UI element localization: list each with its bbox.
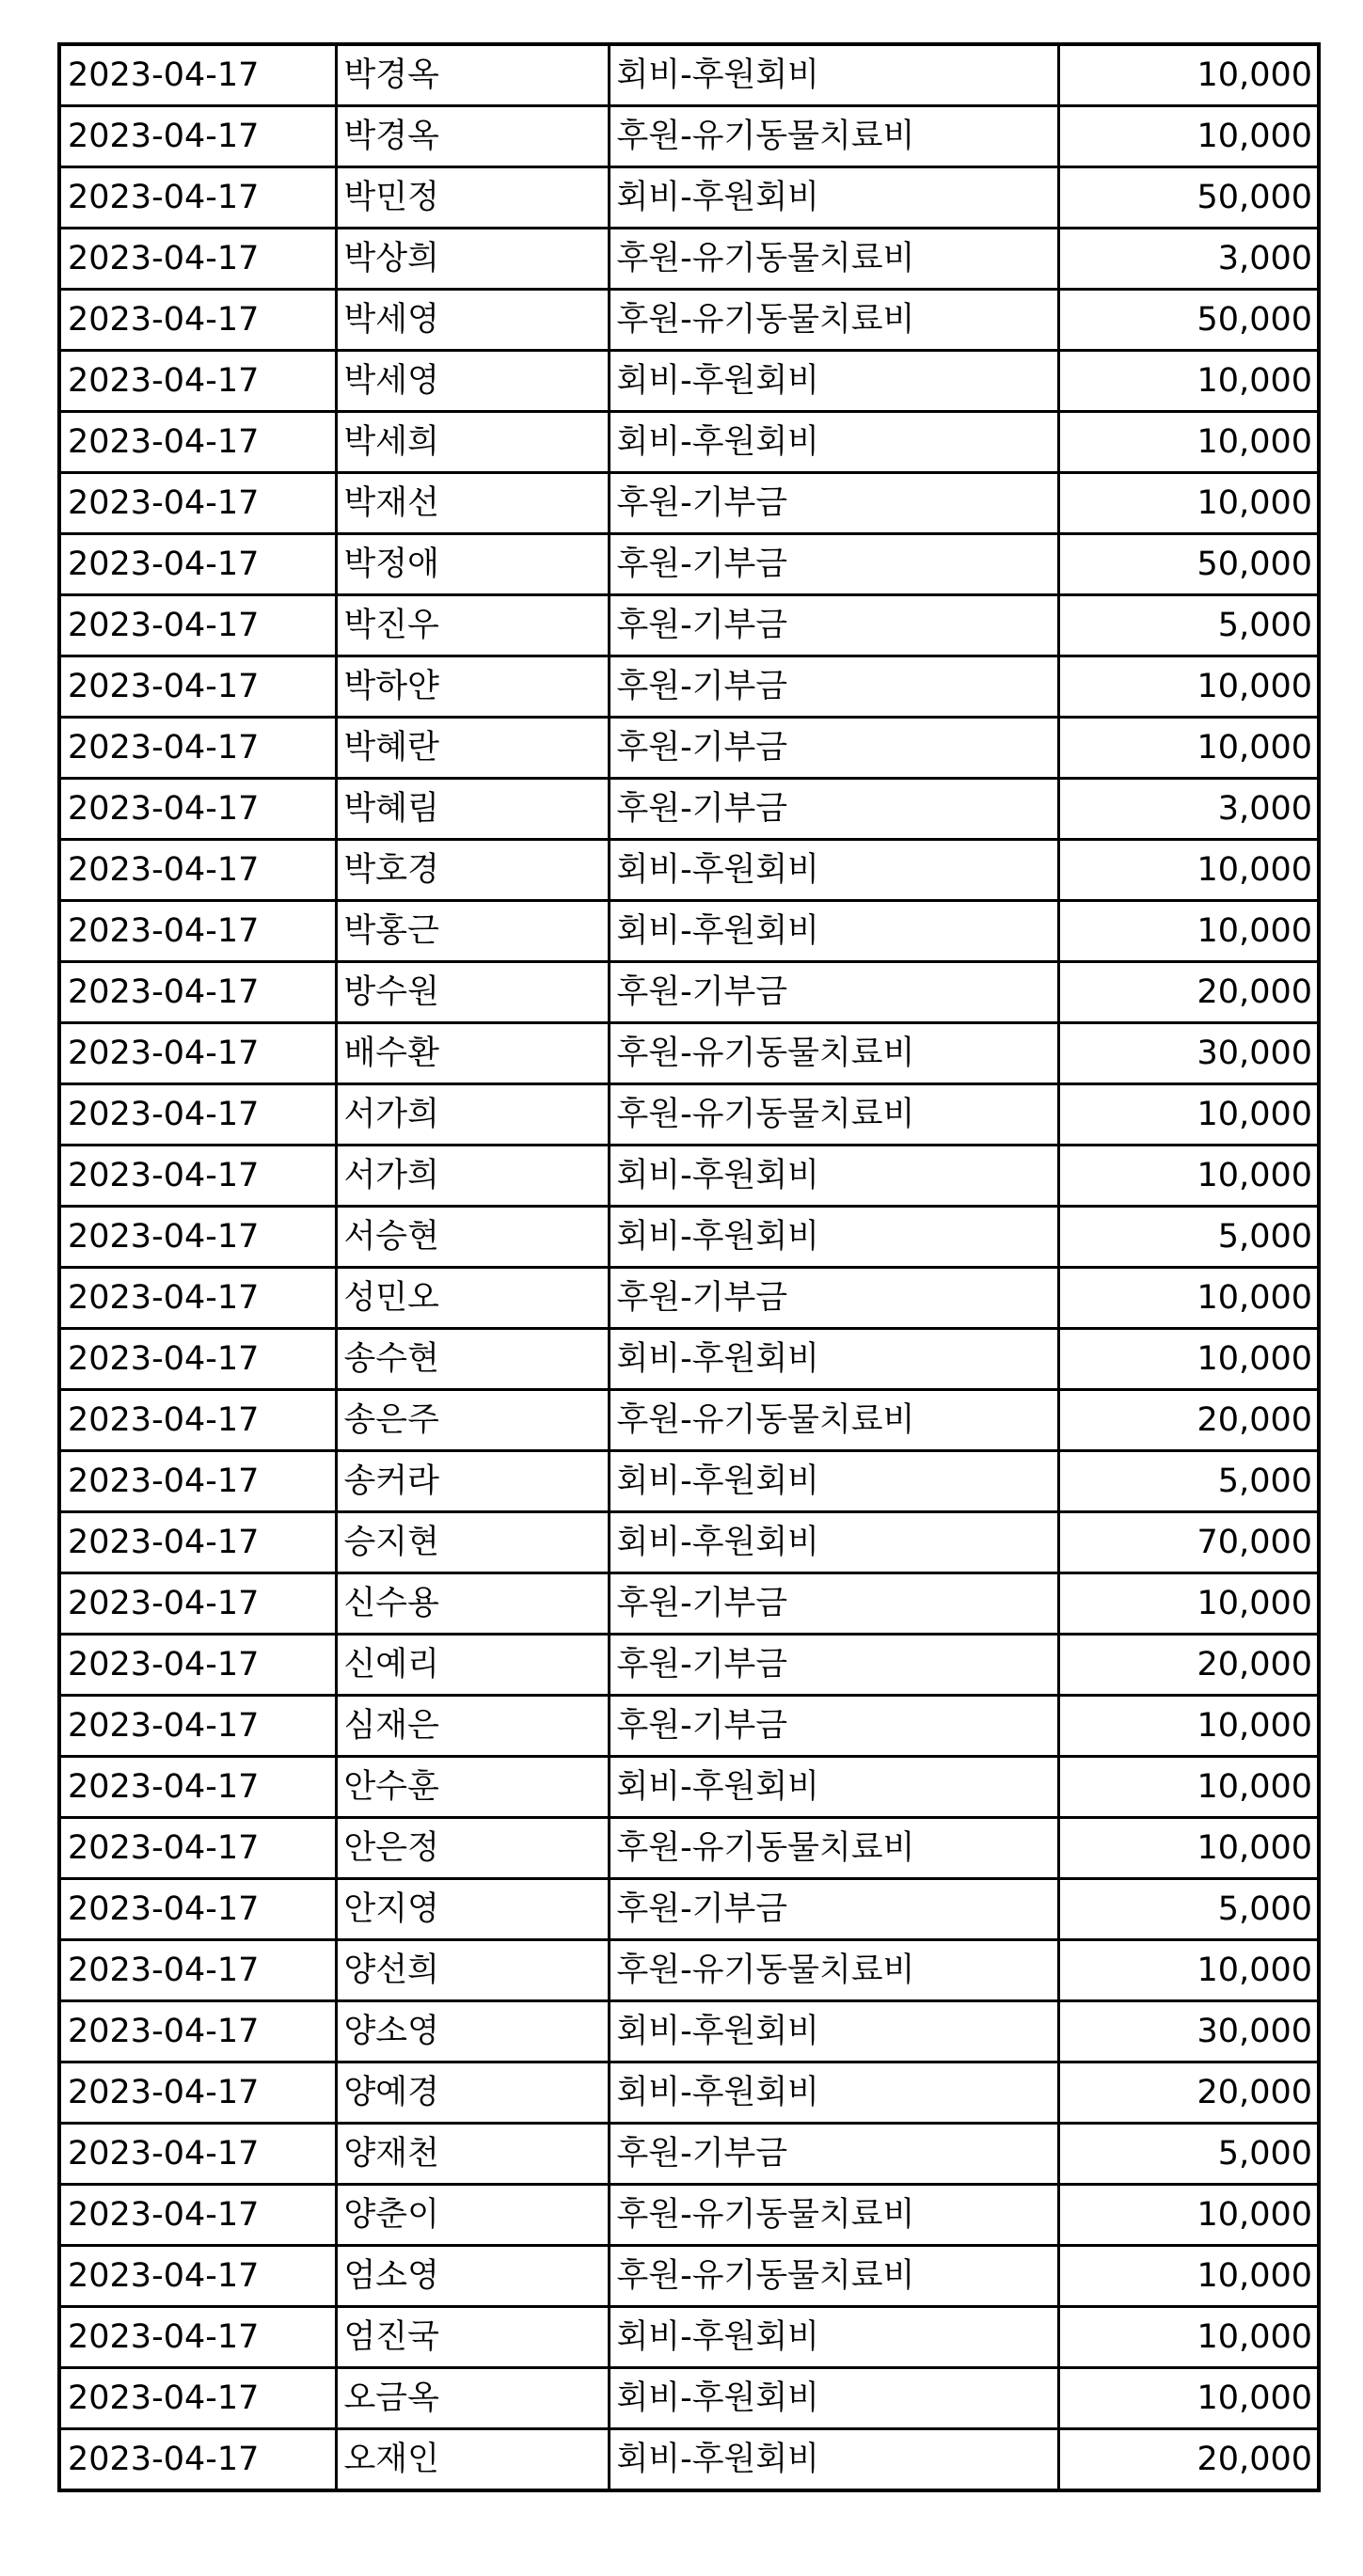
type-cell: 후원-기부금 <box>609 1879 1058 1940</box>
table-row <box>59 534 1319 595</box>
date-cell: 2023-04-17 <box>59 1268 336 1329</box>
amount-cell: 10,000 <box>1058 656 1319 718</box>
amount-cell: 10,000 <box>1058 44 1319 106</box>
table-row <box>59 229 1319 290</box>
type-cell: 후원-유기동물치료비 <box>609 1940 1058 2001</box>
amount-cell: 3,000 <box>1058 229 1319 290</box>
name-cell: 신예리 <box>336 1635 609 1696</box>
date-cell: 2023-04-17 <box>59 2307 336 2368</box>
name-cell: 신수용 <box>336 1573 609 1635</box>
name-cell: 박혜림 <box>336 779 609 840</box>
table-row <box>59 1879 1319 1940</box>
name-cell: 엄소영 <box>336 2246 609 2307</box>
amount-cell: 20,000 <box>1058 2062 1319 2124</box>
date-cell: 2023-04-17 <box>59 2368 336 2429</box>
type-cell: 후원-기부금 <box>609 779 1058 840</box>
name-cell: 박혜란 <box>336 718 609 779</box>
table-row <box>59 351 1319 412</box>
name-cell: 송수현 <box>336 1329 609 1390</box>
table-row <box>59 1940 1319 2001</box>
date-cell: 2023-04-17 <box>59 656 336 718</box>
amount-cell: 10,000 <box>1058 106 1319 167</box>
table-row <box>59 2246 1319 2307</box>
type-cell: 후원-유기동물치료비 <box>609 229 1058 290</box>
type-cell: 후원-기부금 <box>609 1635 1058 1696</box>
date-cell: 2023-04-17 <box>59 534 336 595</box>
table-row <box>59 106 1319 167</box>
type-cell: 회비-후원회비 <box>609 1512 1058 1573</box>
type-cell: 회비-후원회비 <box>609 2001 1058 2062</box>
type-cell: 회비-후원회비 <box>609 1207 1058 1268</box>
amount-cell: 10,000 <box>1058 1940 1319 2001</box>
type-cell: 후원-유기동물치료비 <box>609 1023 1058 1084</box>
table-row <box>59 656 1319 718</box>
type-cell: 회비-후원회비 <box>609 1329 1058 1390</box>
name-cell: 박진우 <box>336 595 609 656</box>
name-cell: 박상희 <box>336 229 609 290</box>
name-cell: 박세영 <box>336 351 609 412</box>
table-row <box>59 1207 1319 1268</box>
name-cell: 안수훈 <box>336 1757 609 1818</box>
table-row <box>59 167 1319 229</box>
amount-cell: 10,000 <box>1058 1268 1319 1329</box>
table-row <box>59 840 1319 901</box>
table-row <box>59 2185 1319 2246</box>
date-cell: 2023-04-17 <box>59 167 336 229</box>
table-row <box>59 1696 1319 1757</box>
type-cell: 회비-후원회비 <box>609 2062 1058 2124</box>
amount-cell: 20,000 <box>1058 962 1319 1023</box>
table-row <box>59 1084 1319 1146</box>
amount-cell: 20,000 <box>1058 1635 1319 1696</box>
date-cell: 2023-04-17 <box>59 779 336 840</box>
name-cell: 안지영 <box>336 1879 609 1940</box>
type-cell: 후원-기부금 <box>609 718 1058 779</box>
type-cell: 후원-기부금 <box>609 534 1058 595</box>
date-cell: 2023-04-17 <box>59 1207 336 1268</box>
amount-cell: 10,000 <box>1058 1696 1319 1757</box>
date-cell: 2023-04-17 <box>59 2185 336 2246</box>
date-cell: 2023-04-17 <box>59 1023 336 1084</box>
name-cell: 안은정 <box>336 1818 609 1879</box>
table-row <box>59 779 1319 840</box>
table-row <box>59 962 1319 1023</box>
table-row <box>59 1268 1319 1329</box>
date-cell: 2023-04-17 <box>59 1146 336 1207</box>
amount-cell: 5,000 <box>1058 2124 1319 2185</box>
type-cell: 회비-후원회비 <box>609 2429 1058 2491</box>
name-cell: 서가희 <box>336 1146 609 1207</box>
table-row <box>59 718 1319 779</box>
table-row <box>59 2429 1319 2491</box>
amount-cell: 10,000 <box>1058 1818 1319 1879</box>
amount-cell: 10,000 <box>1058 840 1319 901</box>
table-row <box>59 1023 1319 1084</box>
table-row <box>59 1390 1319 1451</box>
type-cell: 회비-후원회비 <box>609 167 1058 229</box>
name-cell: 박민정 <box>336 167 609 229</box>
date-cell: 2023-04-17 <box>59 229 336 290</box>
table-row <box>59 1818 1319 1879</box>
amount-cell: 10,000 <box>1058 412 1319 473</box>
name-cell: 서승현 <box>336 1207 609 1268</box>
amount-cell: 5,000 <box>1058 1207 1319 1268</box>
amount-cell: 10,000 <box>1058 1146 1319 1207</box>
date-cell: 2023-04-17 <box>59 1757 336 1818</box>
type-cell: 회비-후원회비 <box>609 901 1058 962</box>
ledger-body <box>59 44 1319 2490</box>
date-cell: 2023-04-17 <box>59 718 336 779</box>
type-cell: 후원-유기동물치료비 <box>609 2246 1058 2307</box>
name-cell: 박세영 <box>336 290 609 351</box>
type-cell: 회비-후원회비 <box>609 1451 1058 1512</box>
name-cell: 박정애 <box>336 534 609 595</box>
type-cell: 후원-기부금 <box>609 962 1058 1023</box>
type-cell: 후원-기부금 <box>609 473 1058 534</box>
date-cell: 2023-04-17 <box>59 1879 336 1940</box>
type-cell: 후원-기부금 <box>609 1268 1058 1329</box>
date-cell: 2023-04-17 <box>59 1635 336 1696</box>
table-row <box>59 1329 1319 1390</box>
name-cell: 박경옥 <box>336 44 609 106</box>
amount-cell: 10,000 <box>1058 2246 1319 2307</box>
table-row <box>59 2124 1319 2185</box>
name-cell: 박재선 <box>336 473 609 534</box>
type-cell: 회비-후원회비 <box>609 840 1058 901</box>
table-row <box>59 44 1319 106</box>
name-cell: 박세희 <box>336 412 609 473</box>
table-row <box>59 1635 1319 1696</box>
amount-cell: 5,000 <box>1058 1451 1319 1512</box>
name-cell: 박호경 <box>336 840 609 901</box>
table-row <box>59 595 1319 656</box>
table-row <box>59 473 1319 534</box>
date-cell: 2023-04-17 <box>59 2429 336 2491</box>
date-cell: 2023-04-17 <box>59 1940 336 2001</box>
name-cell: 오금옥 <box>336 2368 609 2429</box>
type-cell: 후원-유기동물치료비 <box>609 1084 1058 1146</box>
name-cell: 송은주 <box>336 1390 609 1451</box>
name-cell: 방수원 <box>336 962 609 1023</box>
name-cell: 양예경 <box>336 2062 609 2124</box>
table-row <box>59 2307 1319 2368</box>
date-cell: 2023-04-17 <box>59 2124 336 2185</box>
amount-cell: 10,000 <box>1058 2185 1319 2246</box>
table-row <box>59 1512 1319 1573</box>
table-row <box>59 2062 1319 2124</box>
amount-cell: 10,000 <box>1058 473 1319 534</box>
date-cell: 2023-04-17 <box>59 962 336 1023</box>
type-cell: 후원-유기동물치료비 <box>609 1818 1058 1879</box>
date-cell: 2023-04-17 <box>59 106 336 167</box>
date-cell: 2023-04-17 <box>59 2062 336 2124</box>
type-cell: 후원-기부금 <box>609 656 1058 718</box>
date-cell: 2023-04-17 <box>59 1084 336 1146</box>
amount-cell: 20,000 <box>1058 1390 1319 1451</box>
amount-cell: 3,000 <box>1058 779 1319 840</box>
date-cell: 2023-04-17 <box>59 412 336 473</box>
name-cell: 승지현 <box>336 1512 609 1573</box>
amount-cell: 30,000 <box>1058 1023 1319 1084</box>
type-cell: 후원-유기동물치료비 <box>609 1390 1058 1451</box>
date-cell: 2023-04-17 <box>59 840 336 901</box>
type-cell: 회비-후원회비 <box>609 1146 1058 1207</box>
date-cell: 2023-04-17 <box>59 351 336 412</box>
date-cell: 2023-04-17 <box>59 901 336 962</box>
date-cell: 2023-04-17 <box>59 1451 336 1512</box>
name-cell: 배수환 <box>336 1023 609 1084</box>
type-cell: 후원-유기동물치료비 <box>609 290 1058 351</box>
date-cell: 2023-04-17 <box>59 1696 336 1757</box>
date-cell: 2023-04-17 <box>59 1818 336 1879</box>
amount-cell: 10,000 <box>1058 1084 1319 1146</box>
type-cell: 후원-기부금 <box>609 1573 1058 1635</box>
date-cell: 2023-04-17 <box>59 595 336 656</box>
amount-cell: 20,000 <box>1058 2429 1319 2491</box>
name-cell: 양소영 <box>336 2001 609 2062</box>
amount-cell: 5,000 <box>1058 1879 1319 1940</box>
amount-cell: 5,000 <box>1058 595 1319 656</box>
name-cell: 박경옥 <box>336 106 609 167</box>
name-cell: 오재인 <box>336 2429 609 2491</box>
donation-ledger-table <box>57 42 1321 2492</box>
amount-cell: 10,000 <box>1058 1757 1319 1818</box>
date-cell: 2023-04-17 <box>59 473 336 534</box>
date-cell: 2023-04-17 <box>59 290 336 351</box>
amount-cell: 10,000 <box>1058 351 1319 412</box>
amount-cell: 70,000 <box>1058 1512 1319 1573</box>
name-cell: 양선희 <box>336 1940 609 2001</box>
amount-cell: 10,000 <box>1058 2307 1319 2368</box>
type-cell: 후원-기부금 <box>609 1696 1058 1757</box>
name-cell: 성민오 <box>336 1268 609 1329</box>
name-cell: 양재천 <box>336 2124 609 2185</box>
type-cell: 회비-후원회비 <box>609 412 1058 473</box>
name-cell: 송커라 <box>336 1451 609 1512</box>
amount-cell: 30,000 <box>1058 2001 1319 2062</box>
type-cell: 회비-후원회비 <box>609 2307 1058 2368</box>
type-cell: 후원-유기동물치료비 <box>609 2185 1058 2246</box>
amount-cell: 50,000 <box>1058 290 1319 351</box>
date-cell: 2023-04-17 <box>59 2001 336 2062</box>
date-cell: 2023-04-17 <box>59 2246 336 2307</box>
type-cell: 후원-유기동물치료비 <box>609 106 1058 167</box>
table-row <box>59 901 1319 962</box>
amount-cell: 10,000 <box>1058 2368 1319 2429</box>
name-cell: 양춘이 <box>336 2185 609 2246</box>
name-cell: 박홍근 <box>336 901 609 962</box>
table-row <box>59 412 1319 473</box>
table-row <box>59 290 1319 351</box>
amount-cell: 10,000 <box>1058 1329 1319 1390</box>
date-cell: 2023-04-17 <box>59 1573 336 1635</box>
type-cell: 회비-후원회비 <box>609 351 1058 412</box>
table-row <box>59 1146 1319 1207</box>
date-cell: 2023-04-17 <box>59 44 336 106</box>
type-cell: 회비-후원회비 <box>609 44 1058 106</box>
date-cell: 2023-04-17 <box>59 1512 336 1573</box>
type-cell: 후원-기부금 <box>609 595 1058 656</box>
date-cell: 2023-04-17 <box>59 1329 336 1390</box>
amount-cell: 10,000 <box>1058 901 1319 962</box>
table-row <box>59 2001 1319 2062</box>
table-row <box>59 2368 1319 2429</box>
type-cell: 회비-후원회비 <box>609 1757 1058 1818</box>
amount-cell: 50,000 <box>1058 167 1319 229</box>
name-cell: 박하얀 <box>336 656 609 718</box>
date-cell: 2023-04-17 <box>59 1390 336 1451</box>
amount-cell: 10,000 <box>1058 1573 1319 1635</box>
name-cell: 심재은 <box>336 1696 609 1757</box>
table-row <box>59 1451 1319 1512</box>
amount-cell: 10,000 <box>1058 718 1319 779</box>
table-row <box>59 1573 1319 1635</box>
name-cell: 서가희 <box>336 1084 609 1146</box>
name-cell: 엄진국 <box>336 2307 609 2368</box>
type-cell: 후원-기부금 <box>609 2124 1058 2185</box>
amount-cell: 50,000 <box>1058 534 1319 595</box>
table-row <box>59 1757 1319 1818</box>
type-cell: 회비-후원회비 <box>609 2368 1058 2429</box>
